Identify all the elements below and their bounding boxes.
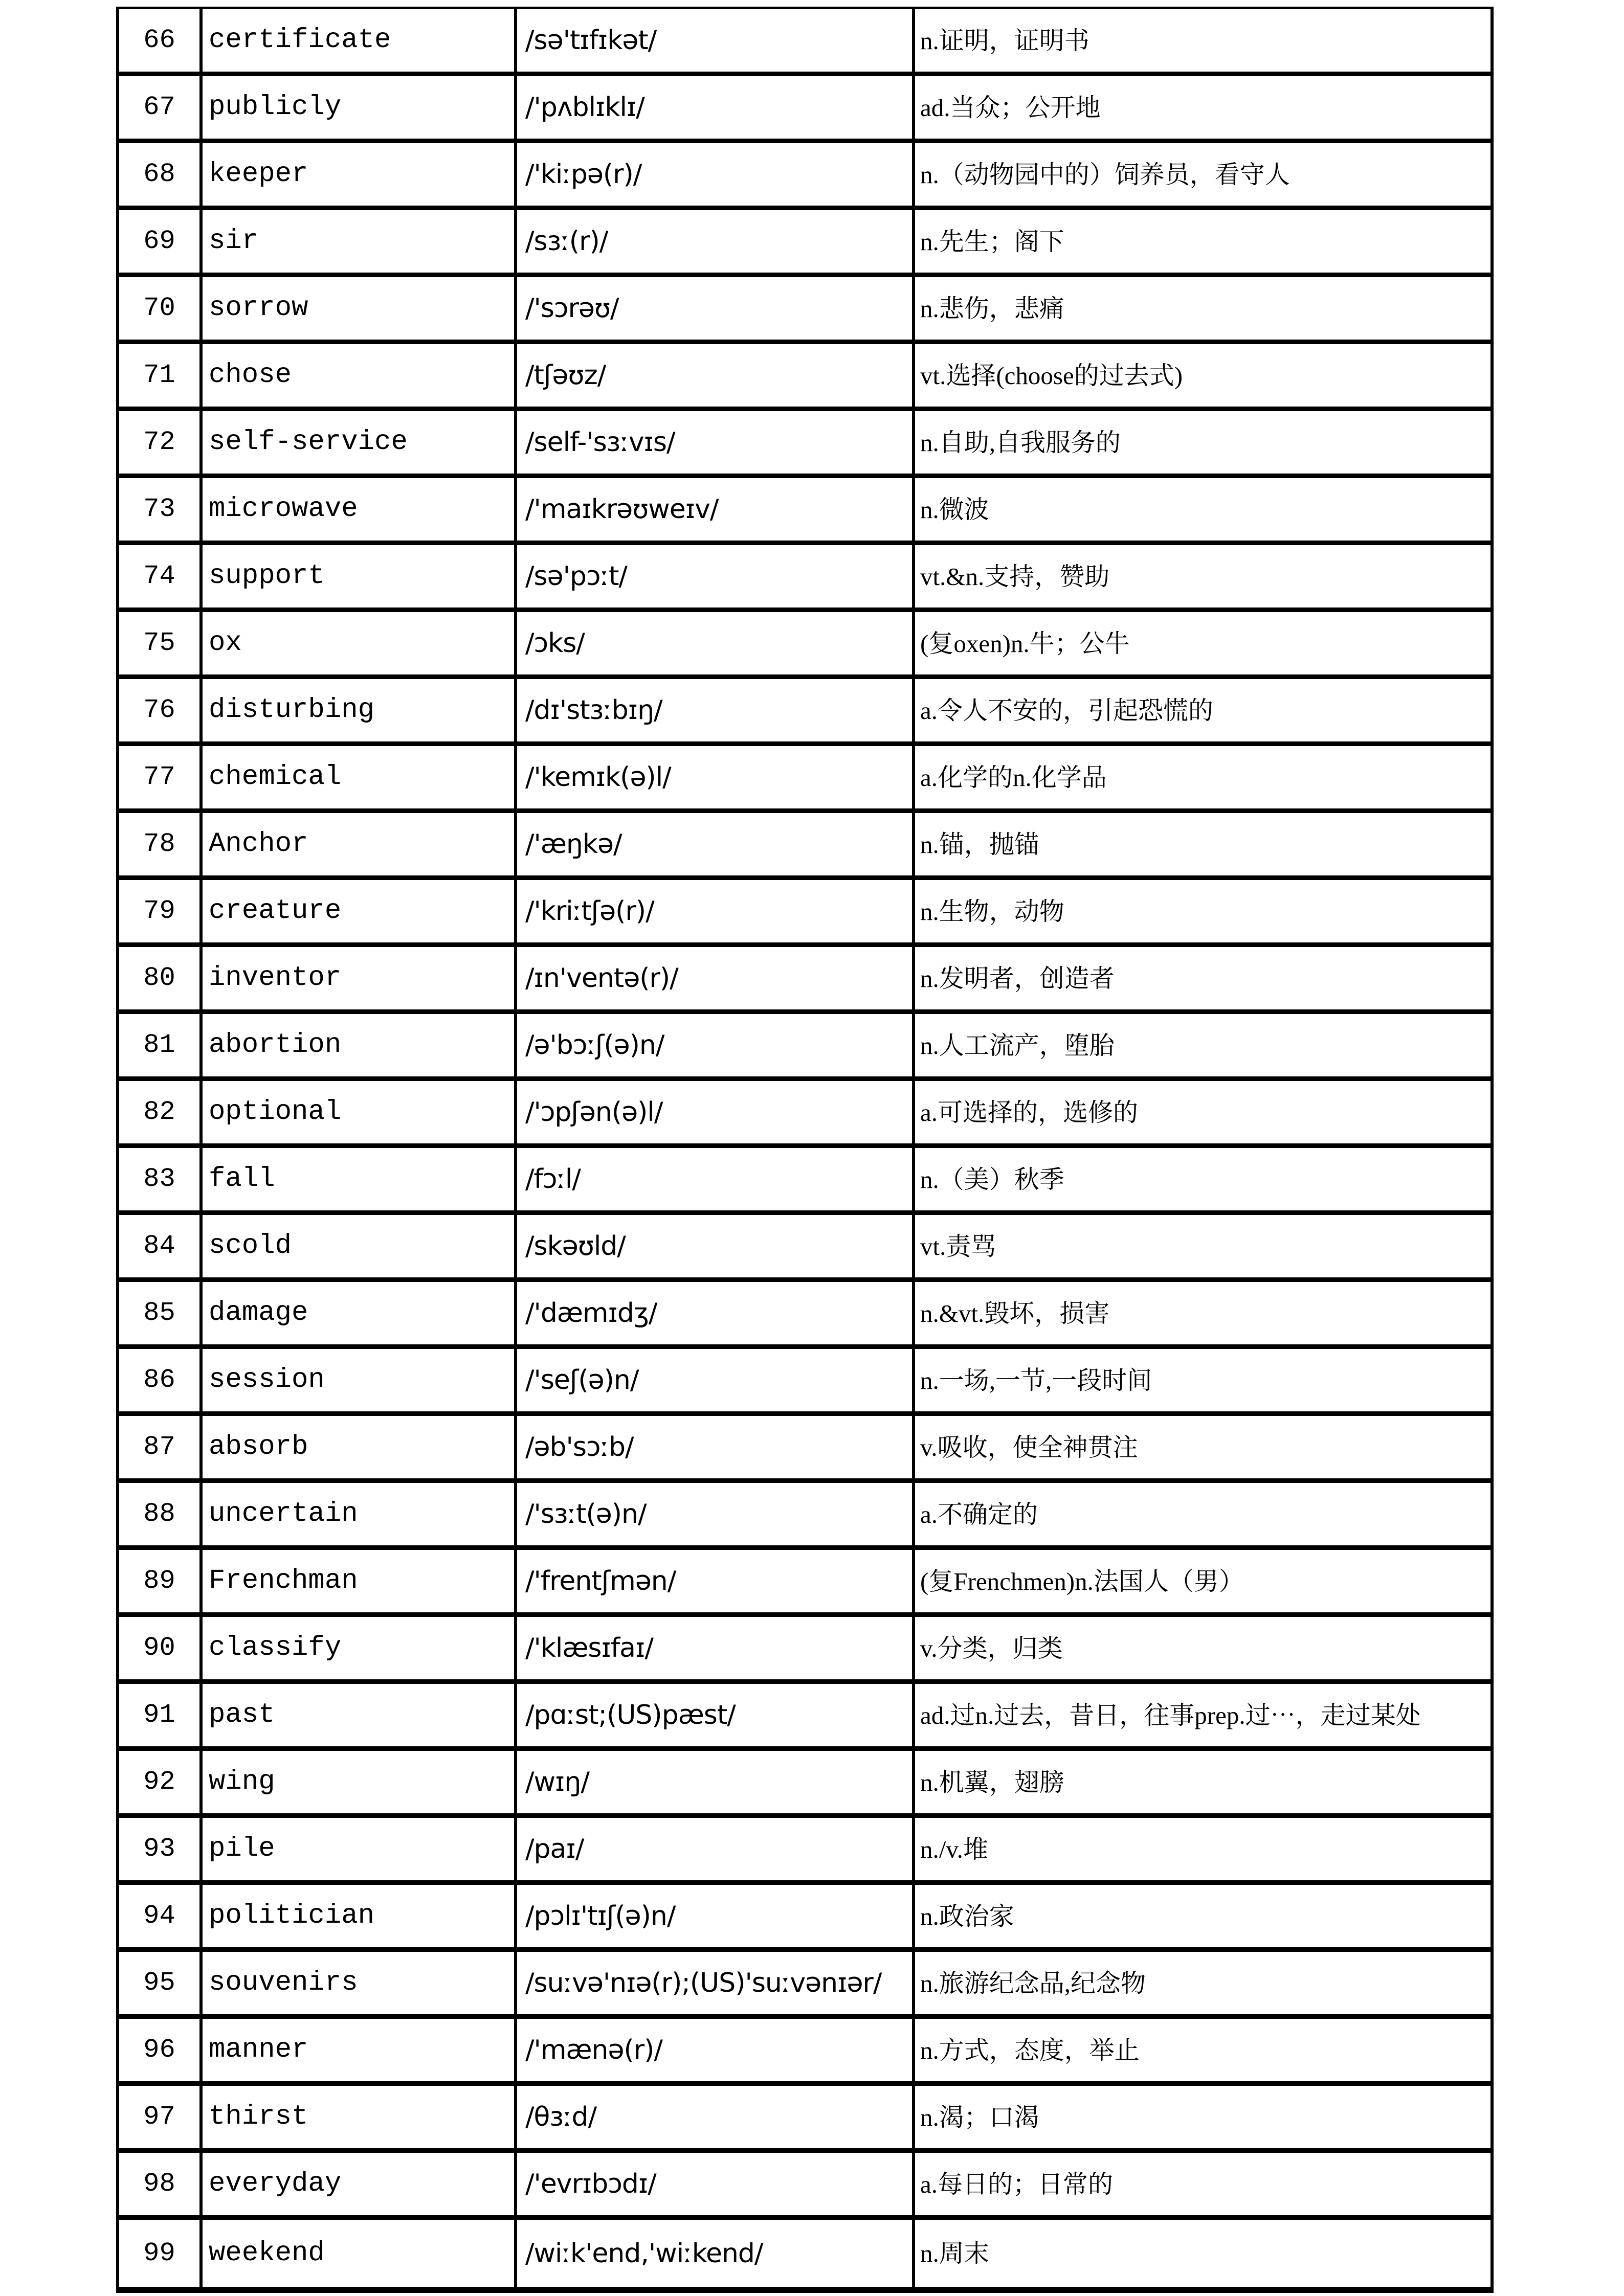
meaning-cell: n.旅游纪念品,纪念物 — [920, 1969, 1146, 1997]
meaning-cell: v.分类，归类 — [920, 1634, 1063, 1662]
word-cell: session — [203, 1349, 517, 1411]
meaning-cell: n.悲伤，悲痛 — [920, 294, 1064, 323]
table-row — [119, 344, 1490, 411]
table-row — [119, 277, 1490, 344]
table-row — [119, 1416, 1490, 1483]
ipa-cell: /'evrɪbɔdɪ/ — [517, 2153, 915, 2215]
word-cell: Frenchman — [203, 1550, 517, 1612]
meaning-cell: vt.责骂 — [920, 1232, 996, 1260]
ipa-cell: /'kriːtʃə(r)/ — [517, 880, 915, 942]
ipa-cell: /'frentʃmən/ — [517, 1550, 915, 1612]
word-cell: Anchor — [203, 813, 517, 875]
row-number: 94 — [119, 1885, 203, 1947]
word-cell: creature — [203, 880, 517, 942]
table-row — [119, 1885, 1490, 1952]
row-number: 82 — [119, 1081, 203, 1143]
row-number: 93 — [119, 1818, 203, 1880]
table-row — [119, 411, 1490, 478]
table-row — [119, 1550, 1490, 1617]
row-number: 68 — [119, 143, 203, 206]
ipa-cell: /'seʃ(ə)n/ — [517, 1349, 915, 1411]
table-row — [119, 210, 1490, 277]
ipa-cell: /dɪ'stɜːbɪŋ/ — [517, 679, 915, 741]
table-row — [119, 1282, 1490, 1349]
word-cell: keeper — [203, 143, 517, 206]
word-cell: souvenirs — [203, 1952, 517, 2014]
word-cell: inventor — [203, 947, 517, 1009]
table-row — [119, 1014, 1490, 1081]
row-number: 87 — [119, 1416, 203, 1478]
table-row — [119, 1081, 1490, 1148]
meaning-cell: a.化学的n.化学品 — [920, 763, 1107, 792]
row-number: 66 — [119, 9, 203, 72]
ipa-cell: /'æŋkə/ — [517, 813, 915, 875]
row-number: 83 — [119, 1148, 203, 1210]
meaning-cell: n.一场,一节,一段时间 — [920, 1366, 1152, 1394]
word-cell: ox — [203, 612, 517, 674]
meaning-cell: ad.过n.过去，昔日，往事prep.过⋯，走过某处 — [920, 1701, 1421, 1729]
ipa-cell: /'klæsɪfaɪ/ — [517, 1617, 915, 1679]
word-cell: publicly — [203, 76, 517, 139]
word-cell: chose — [203, 344, 517, 407]
row-number: 88 — [119, 1483, 203, 1545]
meaning-cell: vt.选择(choose的过去式) — [920, 361, 1183, 390]
meaning-cell: n.（美）秋季 — [920, 1165, 1064, 1194]
row-number: 95 — [119, 1952, 203, 2014]
ipa-cell: /wɪŋ/ — [517, 1751, 915, 1813]
row-number: 73 — [119, 478, 203, 541]
table-row — [119, 545, 1490, 612]
ipa-cell: /'sɜːt(ə)n/ — [517, 1483, 915, 1545]
row-number: 72 — [119, 411, 203, 474]
meaning-cell: ad.当众；公开地 — [920, 93, 1101, 122]
row-number: 69 — [119, 210, 203, 273]
ipa-cell: /tʃəʊz/ — [517, 344, 915, 407]
ipa-cell: /sə'pɔːt/ — [517, 545, 915, 607]
row-number: 85 — [119, 1282, 203, 1344]
word-cell: politician — [203, 1885, 517, 1947]
row-number: 98 — [119, 2153, 203, 2215]
row-number: 97 — [119, 2086, 203, 2148]
word-cell: absorb — [203, 1416, 517, 1478]
table-row — [119, 1952, 1490, 2019]
row-number: 74 — [119, 545, 203, 607]
meaning-cell: a.可选择的，选修的 — [920, 1098, 1138, 1127]
row-number: 75 — [119, 612, 203, 674]
ipa-cell: /'dæmɪdʒ/ — [517, 1282, 915, 1344]
row-number: 91 — [119, 1684, 203, 1746]
word-cell: fall — [203, 1148, 517, 1210]
word-cell: certificate — [203, 9, 517, 72]
meaning-cell: a.每日的；日常的 — [920, 2170, 1113, 2198]
word-cell: classify — [203, 1617, 517, 1679]
row-number: 89 — [119, 1550, 203, 1612]
ipa-cell: /ɔks/ — [517, 612, 915, 674]
row-number: 80 — [119, 947, 203, 1009]
ipa-cell: /əb'sɔːb/ — [517, 1416, 915, 1478]
ipa-cell: /sɜː(r)/ — [517, 210, 915, 273]
meaning-cell: n.发明者，创造者 — [920, 964, 1115, 993]
row-number: 84 — [119, 1215, 203, 1277]
row-number: 99 — [119, 2220, 203, 2287]
meaning-cell: n.渴；口渴 — [920, 2103, 1039, 2131]
ipa-cell: /ə'bɔːʃ(ə)n/ — [517, 1014, 915, 1076]
row-number: 76 — [119, 679, 203, 741]
word-cell: microwave — [203, 478, 517, 541]
ipa-cell: /paɪ/ — [517, 1818, 915, 1880]
word-cell: support — [203, 545, 517, 607]
table-row — [119, 143, 1490, 210]
meaning-cell: n.机翼，翅膀 — [920, 1768, 1064, 1796]
meaning-cell: n.自助,自我服务的 — [920, 428, 1121, 457]
word-cell: everyday — [203, 2153, 517, 2215]
meaning-cell: n.政治家 — [920, 1902, 1014, 1930]
word-cell: self-service — [203, 411, 517, 474]
row-number: 71 — [119, 344, 203, 407]
table-row — [119, 813, 1490, 880]
table-row — [119, 2153, 1490, 2220]
table-row — [119, 1684, 1490, 1751]
ipa-cell: /'kiːpə(r)/ — [517, 143, 915, 206]
word-cell: scold — [203, 1215, 517, 1277]
word-cell: manner — [203, 2019, 517, 2081]
ipa-cell: /'kemɪk(ə)l/ — [517, 746, 915, 808]
table-row — [119, 1349, 1490, 1416]
word-cell: disturbing — [203, 679, 517, 741]
table-row — [119, 2086, 1490, 2153]
meaning-cell: n.证明，证明书 — [920, 26, 1089, 55]
word-cell: past — [203, 1684, 517, 1746]
table-row — [119, 1617, 1490, 1684]
row-number: 79 — [119, 880, 203, 942]
word-cell: thirst — [203, 2086, 517, 2148]
ipa-cell: /'maɪkrəʊweɪv/ — [517, 478, 915, 541]
ipa-cell: /skəʊld/ — [517, 1215, 915, 1277]
meaning-cell: n./v.堆 — [920, 1835, 988, 1863]
table-row — [119, 679, 1490, 746]
table-row — [119, 2220, 1490, 2287]
table-row — [119, 478, 1490, 545]
word-cell: uncertain — [203, 1483, 517, 1545]
meaning-cell: n.先生；阁下 — [920, 227, 1064, 256]
meaning-cell: n.锚，抛锚 — [920, 830, 1039, 859]
row-number: 90 — [119, 1617, 203, 1679]
meaning-cell: n.生物，动物 — [920, 897, 1064, 926]
word-cell: sir — [203, 210, 517, 273]
meaning-cell: n.方式，态度，举止 — [920, 2036, 1140, 2064]
word-cell: damage — [203, 1282, 517, 1344]
ipa-cell: /'sɔrəʊ/ — [517, 277, 915, 340]
meaning-cell: v.吸收，使全神贯注 — [920, 1433, 1138, 1461]
ipa-cell: /pɔlɪ'tɪʃ(ə)n/ — [517, 1885, 915, 1947]
ipa-cell: /'ɔpʃən(ə)l/ — [517, 1081, 915, 1143]
table-row — [119, 76, 1490, 143]
meaning-cell: n.人工流产，堕胎 — [920, 1031, 1115, 1060]
meaning-cell: n.周末 — [920, 2239, 989, 2267]
meaning-cell: (复oxen)n.牛；公牛 — [920, 629, 1130, 658]
row-number: 92 — [119, 1751, 203, 1813]
row-number: 70 — [119, 277, 203, 340]
table-row — [119, 1751, 1490, 1818]
meaning-cell: a.不确定的 — [920, 1500, 1038, 1528]
table-row — [119, 9, 1490, 76]
row-number: 96 — [119, 2019, 203, 2081]
row-number: 77 — [119, 746, 203, 808]
table-row — [119, 1215, 1490, 1282]
meaning-cell: n.（动物园中的）饲养员，看守人 — [920, 160, 1290, 189]
word-cell: optional — [203, 1081, 517, 1143]
meaning-cell: vt.&n.支持，赞助 — [920, 562, 1110, 591]
ipa-cell: /suːvə'nɪə(r);(US)'suːvənɪər/ — [517, 1952, 915, 2014]
ipa-cell: /self-'sɜːvɪs/ — [517, 411, 915, 474]
table-row — [119, 1483, 1490, 1550]
row-number: 78 — [119, 813, 203, 875]
table-row — [119, 880, 1490, 947]
word-cell: pile — [203, 1818, 517, 1880]
ipa-cell: /'mænə(r)/ — [517, 2019, 915, 2081]
ipa-cell: /pɑːst;(US)pæst/ — [517, 1684, 915, 1746]
meaning-cell: (复Frenchmen)n.法国人（男） — [920, 1567, 1244, 1595]
word-cell: abortion — [203, 1014, 517, 1076]
ipa-cell: /'pʌblɪklɪ/ — [517, 76, 915, 139]
table-row — [119, 2019, 1490, 2086]
meaning-cell: a.令人不安的，引起恐慌的 — [920, 696, 1213, 725]
meaning-cell: n.微波 — [920, 495, 989, 524]
ipa-cell: /fɔːl/ — [517, 1148, 915, 1210]
word-cell: weekend — [203, 2220, 517, 2287]
ipa-cell: /sə'tɪfɪkət/ — [517, 9, 915, 72]
word-cell: sorrow — [203, 277, 517, 340]
row-number: 81 — [119, 1014, 203, 1076]
ipa-cell: /wiːk'end,'wiːkend/ — [517, 2220, 915, 2287]
row-number: 86 — [119, 1349, 203, 1411]
meaning-cell: n.&vt.毁坏，损害 — [920, 1299, 1110, 1327]
table-row — [119, 1818, 1490, 1885]
table-row — [119, 746, 1490, 813]
word-cell: wing — [203, 1751, 517, 1813]
vocabulary-table — [116, 7, 1494, 2293]
row-number: 67 — [119, 76, 203, 139]
table-row — [119, 1148, 1490, 1215]
table-row — [119, 947, 1490, 1014]
ipa-cell: /θɜːd/ — [517, 2086, 915, 2148]
ipa-cell: /ɪn'ventə(r)/ — [517, 947, 915, 1009]
word-cell: chemical — [203, 746, 517, 808]
table-row — [119, 612, 1490, 679]
